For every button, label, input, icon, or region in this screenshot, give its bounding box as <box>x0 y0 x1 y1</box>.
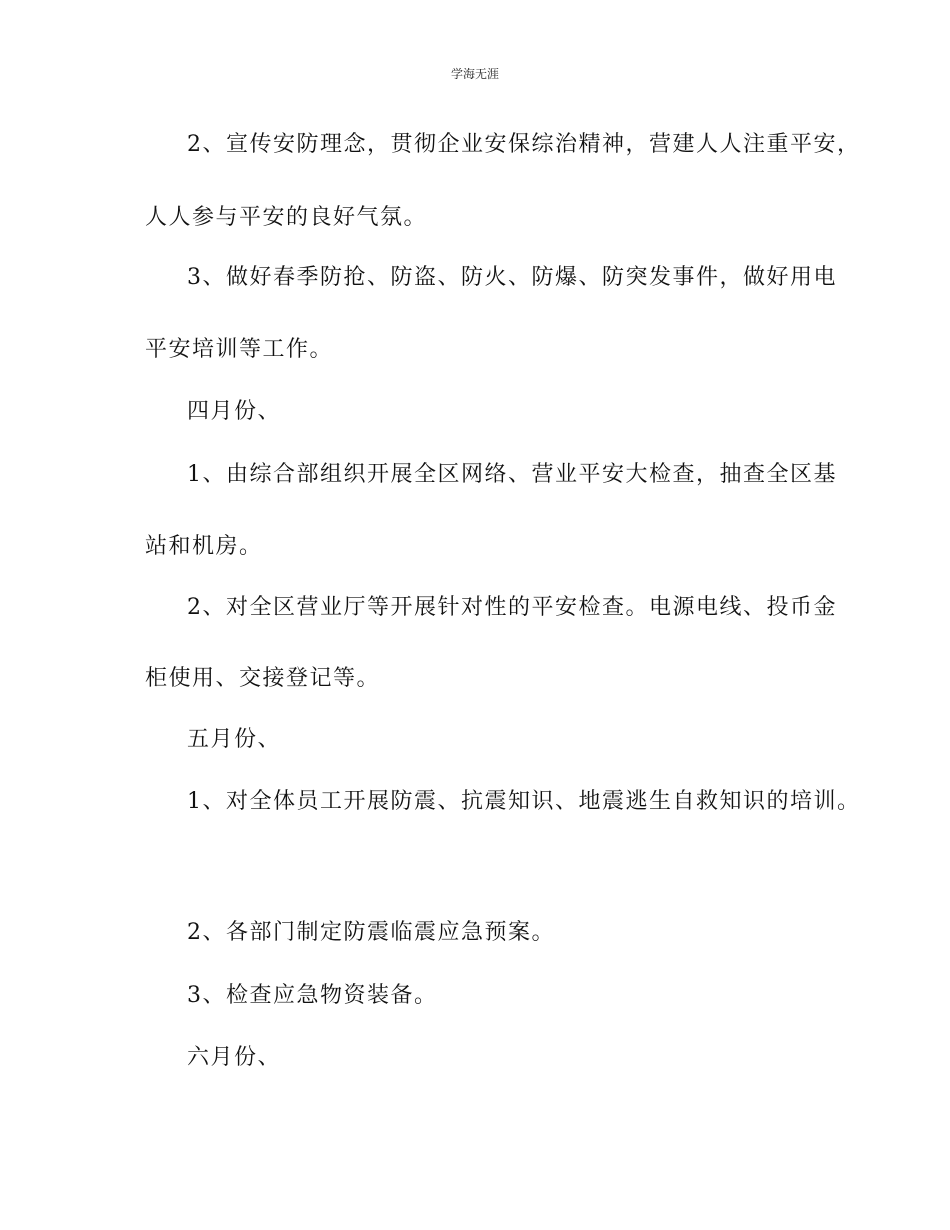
paragraph-line: 2、宣传安防理念，贯彻企业安保综治精神，营建人人注重平安， <box>187 132 861 157</box>
paragraph-line: 3、检查应急物资装备。 <box>187 983 438 1008</box>
paragraph-line: 人人参与平安的良好气氛。 <box>145 205 428 230</box>
paragraph-line: 3、做好春季防抢、防盗、防火、防爆、防突发事件，做好用电 <box>187 265 837 290</box>
page-header: 学海无涯 <box>450 67 499 81</box>
section-heading: 五月份、 <box>187 727 282 752</box>
paragraph-line: 柜使用、交接登记等。 <box>145 666 381 691</box>
section-heading: 六月份、 <box>187 1045 282 1070</box>
paragraph-line: 平安培训等工作。 <box>145 337 334 362</box>
paragraph-line: 站和机房。 <box>145 534 263 559</box>
paragraph-line: 2、各部门制定防震临震应急预案。 <box>187 920 555 945</box>
paragraph-line: 1、对全体员工开展防震、抗震知识、地震逃生自救知识的培训。 <box>187 789 861 814</box>
paragraph-line: 1、由综合部组织开展全区网络、营业平安大检查，抽查全区基 <box>187 462 837 487</box>
section-heading: 四月份、 <box>187 399 282 424</box>
paragraph-line: 2、对全区营业厅等开展针对性的平安检查。电源电线、投币金 <box>187 595 837 620</box>
